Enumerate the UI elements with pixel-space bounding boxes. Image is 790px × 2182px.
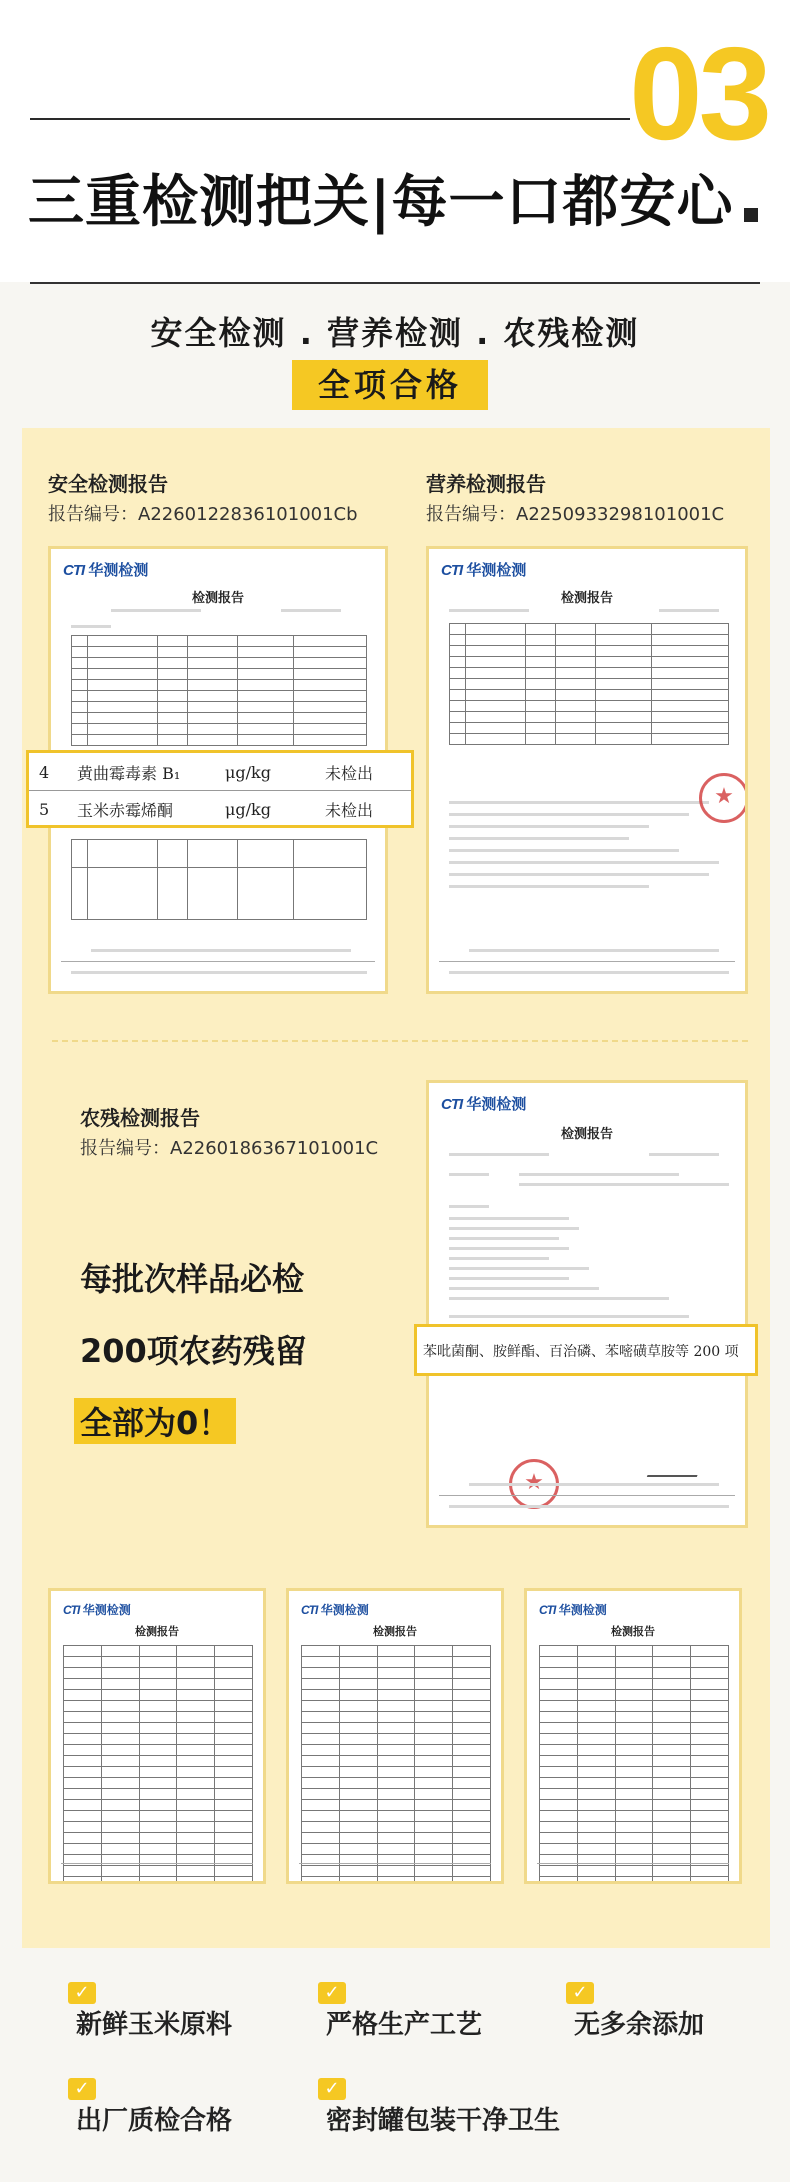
cti-logo: CTI 华测检测 [539, 1603, 607, 1617]
document-title: 检测报告 [560, 1127, 613, 1142]
check-icon: ✓ [318, 1982, 346, 2004]
cti-logo: CTI 华测检测 [63, 1603, 131, 1617]
report-table [301, 1645, 491, 1884]
pesticide-report-document [426, 1080, 748, 1528]
safety-result-callout [26, 750, 414, 828]
check-icon: ✓ [318, 2078, 346, 2100]
document-title: 检测报告 [373, 1625, 417, 1638]
section-rule [30, 282, 760, 284]
claim-line-1: 每批次样品必检 [80, 1260, 305, 1298]
header-rule [30, 118, 630, 120]
claim-line-3: 全部为0！ [74, 1398, 236, 1444]
safety-data-table [71, 635, 367, 746]
section-divider [52, 1040, 748, 1042]
pass-badge: 全项合格 [292, 360, 488, 410]
supplementary-report-2 [286, 1588, 504, 1884]
pesticide-items: 苯吡菌酮、胺鲜酯、百治磷、苯嘧磺草胺等 200 项 [423, 1344, 739, 1360]
nutrition-report-document [426, 546, 748, 994]
result-row: 4 黄曲霉毒素 B₁ μg/kg 未检出 [29, 755, 411, 791]
signature [647, 1465, 701, 1477]
cti-logo: CTI 华测检测 [441, 562, 527, 579]
document-title: 检测报告 [611, 1625, 655, 1638]
page-title: 三重检测把关|每一口都安心 [28, 170, 734, 235]
report-table [63, 1645, 253, 1884]
feature-item: 无多余添加 [574, 2010, 705, 2040]
check-icon: ✓ [566, 1982, 594, 2004]
supplementary-report-1 [48, 1588, 266, 1884]
feature-item: 新鲜玉米原料 [76, 2010, 233, 2040]
section-title: 安全检测 . 营养检测 . 农残检测 [150, 314, 640, 352]
cti-logo: CTI 华测检测 [441, 1096, 527, 1113]
cti-logo: CTI 华测检测 [63, 562, 149, 579]
pesticide-result-callout [414, 1324, 758, 1376]
document-footer-rule [61, 961, 375, 962]
cti-logo: CTI 华测检测 [301, 1603, 369, 1617]
safety-report-label: 安全检测报告 [48, 472, 168, 496]
safety-report-number: 报告编号：A2260122836101001Cb [48, 504, 358, 525]
official-seal [699, 773, 748, 823]
check-icon: ✓ [68, 2078, 96, 2100]
report-table [539, 1645, 729, 1884]
nutrition-report-label: 营养检测报告 [426, 472, 546, 496]
feature-item: 出厂质检合格 [76, 2106, 233, 2136]
section-number: 03 [629, 20, 768, 167]
pesticide-report-number: 报告编号：A2260186367101001C [80, 1138, 379, 1159]
title-dot [744, 208, 758, 222]
claim-line-2: 200项农药残留 [80, 1332, 307, 1370]
nutrition-report-number: 报告编号：A2250933298101001C [426, 504, 725, 525]
feature-item: 严格生产工艺 [326, 2010, 483, 2040]
nutrition-data-table [449, 623, 729, 745]
safety-data-table-lower [71, 839, 367, 920]
result-row: 5 玉米赤霉烯酮 μg/kg 未检出 [39, 799, 374, 820]
supplementary-report-3 [524, 1588, 742, 1884]
feature-item: 密封罐包装干净卫生 [326, 2106, 561, 2136]
document-title: 检测报告 [560, 591, 613, 606]
check-icon: ✓ [68, 1982, 96, 2004]
reports-panel [22, 428, 770, 1948]
section-heading [0, 282, 790, 422]
header [0, 0, 790, 282]
document-title: 检测报告 [135, 1625, 179, 1638]
document-title: 检测报告 [191, 591, 244, 606]
pesticide-report-label: 农残检测报告 [80, 1106, 200, 1130]
